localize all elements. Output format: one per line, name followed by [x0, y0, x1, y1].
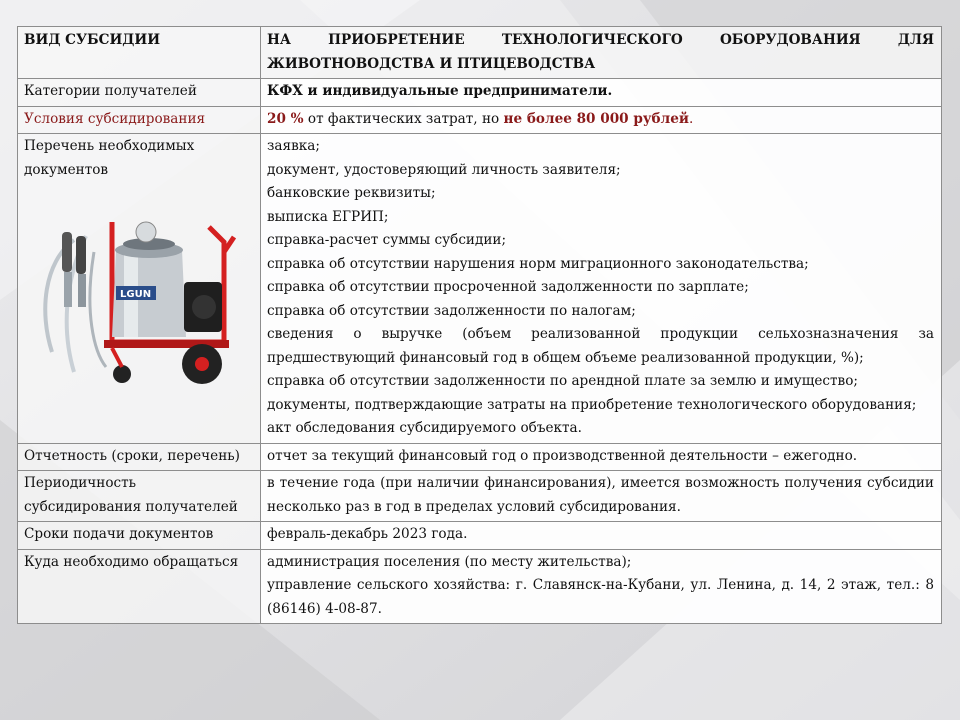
document-item: справка об отсутствии нарушения норм миграционного законодательства;: [267, 255, 809, 272]
document-item: банковские реквизиты;: [267, 185, 436, 201]
table-row: [18, 106, 942, 134]
reporting-label: Отчетность (сроки, перечень): [18, 443, 261, 471]
documents-label: Перечень необходимых документов: [24, 138, 195, 178]
document-item: документ, удостоверяющий личность заявителя;: [267, 161, 621, 178]
conditions-middle: от фактических затрат, но: [303, 110, 504, 127]
recipients-value: КФХ и индивидуальные предприниматели.: [261, 79, 942, 107]
contacts-line-2: управление сельского хозяйства: г. Славянск-на-Кубани, ул. Ленина, д. 14, 2 этаж, тел.: 8 (86146) 4-08-87.: [267, 577, 934, 617]
document-item: справка-расчет суммы субсидии;: [267, 232, 507, 248]
document-item: акт обследования субсидируемого объекта.: [267, 420, 582, 436]
table-row: [18, 134, 942, 444]
brand-logo: LGUN: [120, 289, 152, 300]
periodicity-value: в течение года (при наличии финансирования), имеется возможность получения субсидии несколько раз в год в пределах условий субсидирования.: [261, 471, 942, 522]
header-label: ВИД СУБСИДИИ: [18, 27, 261, 79]
documents-label-cell: [18, 134, 261, 444]
contacts-value: [261, 549, 942, 624]
milking-machine-icon: [34, 192, 244, 397]
document-item: заявка;: [267, 138, 320, 154]
document-item: документы, подтверждающие затраты на приобретение технологического оборудования;: [267, 396, 917, 413]
reporting-value: отчет за текущий финансовый год о производственной деятельности – ежегодно.: [261, 443, 942, 471]
table-row: [18, 79, 942, 107]
table-row: [18, 549, 942, 624]
recipients-label: Категории получателей: [18, 79, 261, 107]
table-row: [18, 443, 942, 471]
table-row: [18, 471, 942, 522]
document-item: справка об отсутствии задолженности по налогам;: [267, 302, 636, 319]
document-item: справка об отсутствии задолженности по арендной плате за землю и имущество;: [267, 373, 858, 389]
documents-list: [261, 134, 942, 444]
table-header-row: [18, 27, 942, 79]
deadline-value: февраль-декабрь 2023 года.: [261, 522, 942, 550]
conditions-percent: 20 %: [267, 110, 304, 127]
contacts-line-1: администрация поселения (по месту жительства);: [267, 553, 632, 570]
table-row: [18, 522, 942, 550]
subsidy-table: [17, 26, 942, 624]
document-item: справка об отсутствии просроченной задолженности по зарплате;: [267, 279, 749, 295]
conditions-end: .: [688, 110, 694, 127]
document-item: выписка ЕГРИП;: [267, 208, 389, 225]
document-item: сведения о выручке (объем реализованной продукции сельхозназначения за предшествующий финансовый год в общем объеме реализованной продукции, %);: [267, 326, 934, 366]
conditions-label: Условия субсидирования: [18, 106, 261, 134]
periodicity-label: Периодичность субсидирования получателей: [18, 471, 261, 522]
contacts-label: Куда необходимо обращаться: [18, 549, 261, 624]
header-value: НА ПРИОБРЕТЕНИЕ ТЕХНОЛОГИЧЕСКОГО ОБОРУДОВАНИЯ ДЛЯ ЖИВОТНОВОДСТВА И ПТИЦЕВОДСТВА: [261, 27, 942, 79]
deadline-label: Сроки подачи документов: [18, 522, 261, 550]
conditions-limit: не более 80 000 рублей: [503, 110, 689, 127]
conditions-value: [261, 106, 942, 134]
